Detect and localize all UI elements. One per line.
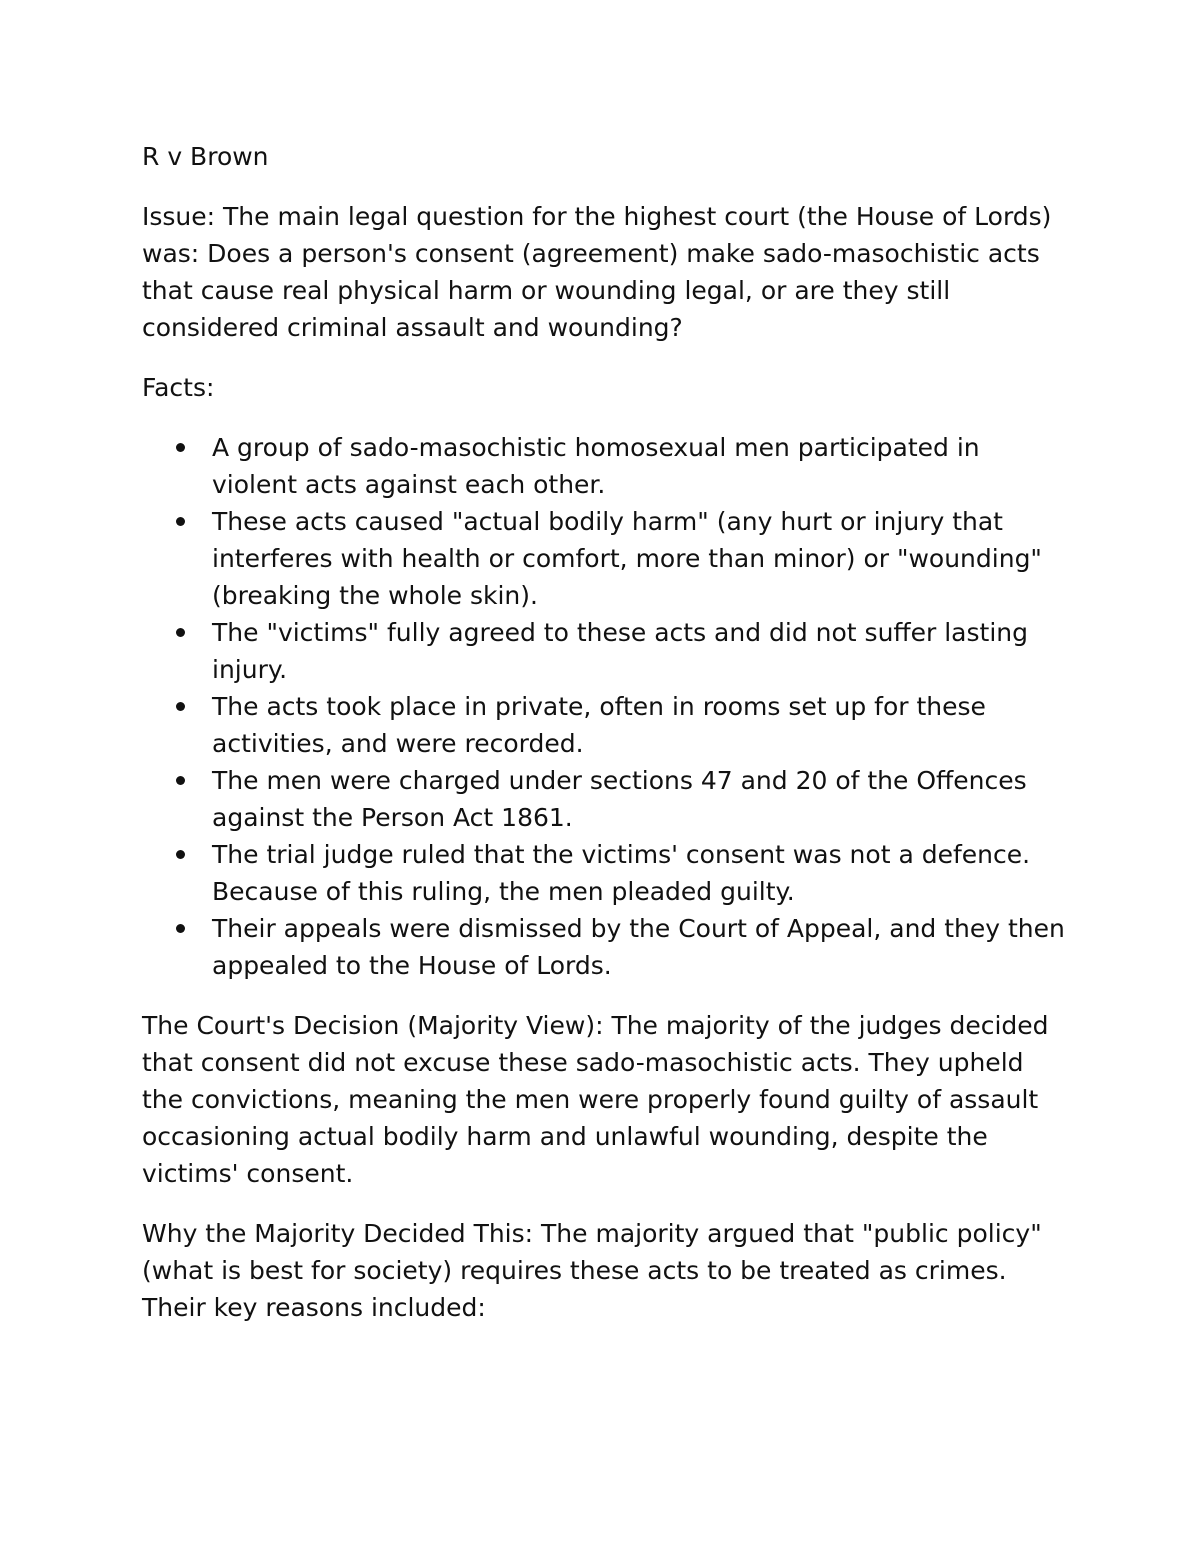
bullet-icon (176, 517, 185, 526)
fact-item (142, 762, 1072, 836)
bullet-icon (176, 443, 185, 452)
facts-list (142, 429, 1072, 984)
fact-text: A group of sado-masochistic homosexual men participated in violent acts against each other. (212, 433, 980, 499)
bullet-icon (176, 776, 185, 785)
fact-text: The men were charged under sections 47 and 20 of the Offences against the Person Act 1861. (212, 766, 1027, 832)
fact-item (142, 429, 1072, 503)
bullet-icon (176, 850, 185, 859)
fact-item (142, 503, 1072, 614)
bullet-icon (176, 628, 185, 637)
reasons-paragraph: Why the Majority Decided This: The majority argued that "public policy" (what is best for society) requires these acts to be treated as crimes. Their key reasons included: (142, 1219, 1042, 1322)
fact-text: The trial judge ruled that the victims' consent was not a defence. Because of this ruling, the men pleaded guilty. (212, 840, 1031, 906)
fact-text: Their appeals were dismissed by the Court of Appeal, and they then appealed to the House of Lords. (212, 914, 1065, 980)
bullet-icon (176, 702, 185, 711)
document-page (142, 138, 1072, 1349)
fact-item (142, 688, 1072, 762)
issue-paragraph: Issue: The main legal question for the highest court (the House of Lords) was: Does a person's consent (agreement) make sado-masochistic acts that cause real physical harm or wounding legal, or are they still considered criminal assault and wounding? (142, 202, 1052, 342)
bullet-icon (176, 924, 185, 933)
fact-text: The acts took place in private, often in rooms set up for these activities, and were recorded. (212, 692, 986, 758)
fact-item (142, 836, 1072, 910)
facts-heading: Facts: (142, 373, 215, 402)
document-title: R v Brown (142, 142, 269, 171)
fact-item (142, 910, 1072, 984)
decision-paragraph: The Court's Decision (Majority View): The majority of the judges decided that consent did not excuse these sado-masochistic acts. They upheld the convictions, meaning the men were properly found guilty of assault occasioning actual bodily harm and unlawful wounding, despite the victims' consent. (142, 1011, 1049, 1188)
fact-text: These acts caused "actual bodily harm" (any hurt or injury that interferes with health or comfort, more than minor) or "wounding" (breaking the whole skin). (212, 507, 1042, 610)
fact-item (142, 614, 1072, 688)
fact-text: The "victims" fully agreed to these acts and did not suffer lasting injury. (212, 618, 1028, 684)
